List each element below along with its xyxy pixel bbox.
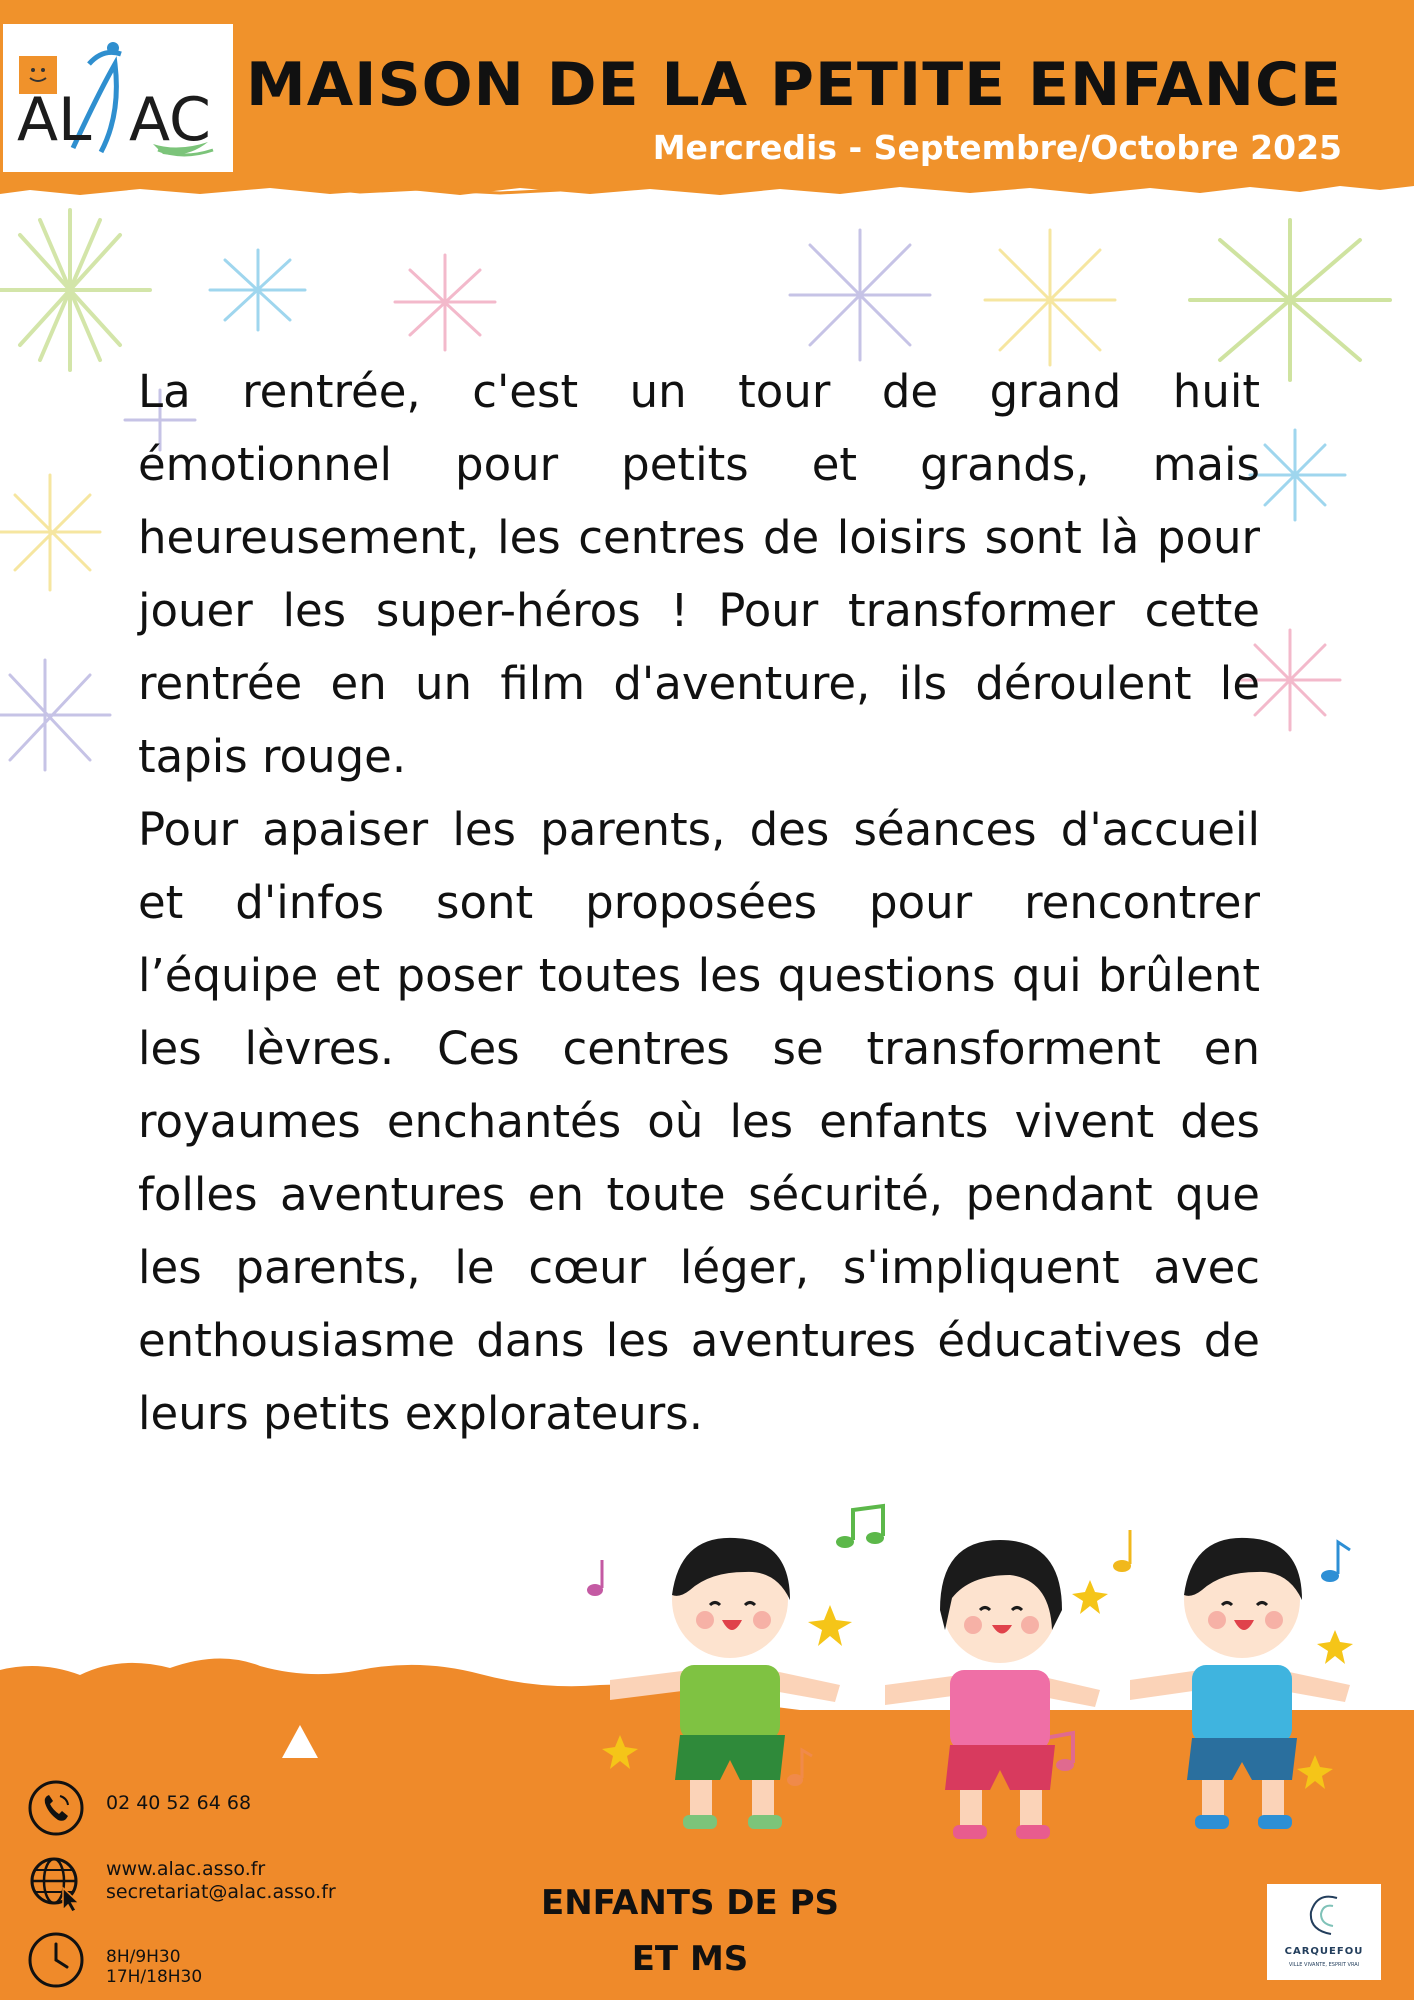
phone-number[interactable]: 02 40 52 64 68 [106,1792,252,1814]
carquefou-emblem-icon [1267,1884,1381,1946]
website-link[interactable]: www.alac.asso.fr [106,1858,266,1880]
music-note-icon [1113,1530,1131,1572]
star-icon [0,210,150,370]
opening-hours-2: 17H/18H30 [106,1967,203,1987]
star-icon [395,255,495,350]
kid-blue [1130,1538,1350,1829]
audience-label [520,1875,860,1987]
star-icon [1250,430,1345,520]
kid-pink [885,1540,1100,1839]
logo-text: ALAC [3,24,6,25]
partner-tagline: VILLE VIVANTE, ESPRIT VRAI [1288,1962,1360,1968]
audience-line-1: ENFANTS DE PS [541,1883,839,1923]
svg-text:AC: AC [129,85,211,155]
header-banner [0,0,1414,200]
opening-hours-1: 8H/9H30 [106,1947,181,1967]
globe-cursor-icon [27,1854,85,1912]
music-note-icon [787,1750,812,1786]
star-icon [0,475,100,590]
clock-icon [27,1931,85,1989]
paragraph-intro: La rentrée, c'est un tour de grand huit émotionnel pour petits et grands, mais heureusement, les centres de loisirs sont là pour jouer les super-héros ! Pour transformer cette rentrée en un film d'aventure, ils déroulent le tapis rouge. [138,365,1260,783]
svg-text:AL: AL [17,85,92,155]
alac-logo [3,24,233,172]
audience-line-2: ET MS [631,1939,749,1979]
music-note-icon [587,1560,603,1596]
email-link[interactable]: secretariat@alac.asso.fr [106,1881,336,1903]
star-icon [210,250,305,330]
body-text [138,355,1260,1450]
music-note-icon [836,1506,884,1548]
partner-name: CARQUEFOU [1284,1946,1364,1957]
page-subtitle: Mercredis - Septembre/Octobre 2025 [652,128,1342,167]
star-icon [985,230,1115,365]
star-icon [0,660,110,770]
phone-icon [27,1779,85,1837]
page-title: MAISON DE LA PETITE ENFANCE [245,50,1342,120]
star-icon [790,230,930,360]
carquefou-logo [1267,1884,1381,1980]
kid-green [610,1538,840,1829]
dancing-kids-illustration [540,1480,1370,1860]
music-note-icon [1321,1542,1350,1582]
paragraph-parents: Pour apaiser les parents, des séances d'accueil et d'infos sont proposées pour rencontrer l’équipe et poser toutes les questions qui brûlent les lèvres. Ces centres se transforment en royaumes enchantés où les enfants vivent des folles aventures en toute sécurité, pendant que les parents, le cœur léger, s'impliquent avec enthousiasme dans les aventures éducatives de leurs petits explorateurs. [138,803,1260,1440]
